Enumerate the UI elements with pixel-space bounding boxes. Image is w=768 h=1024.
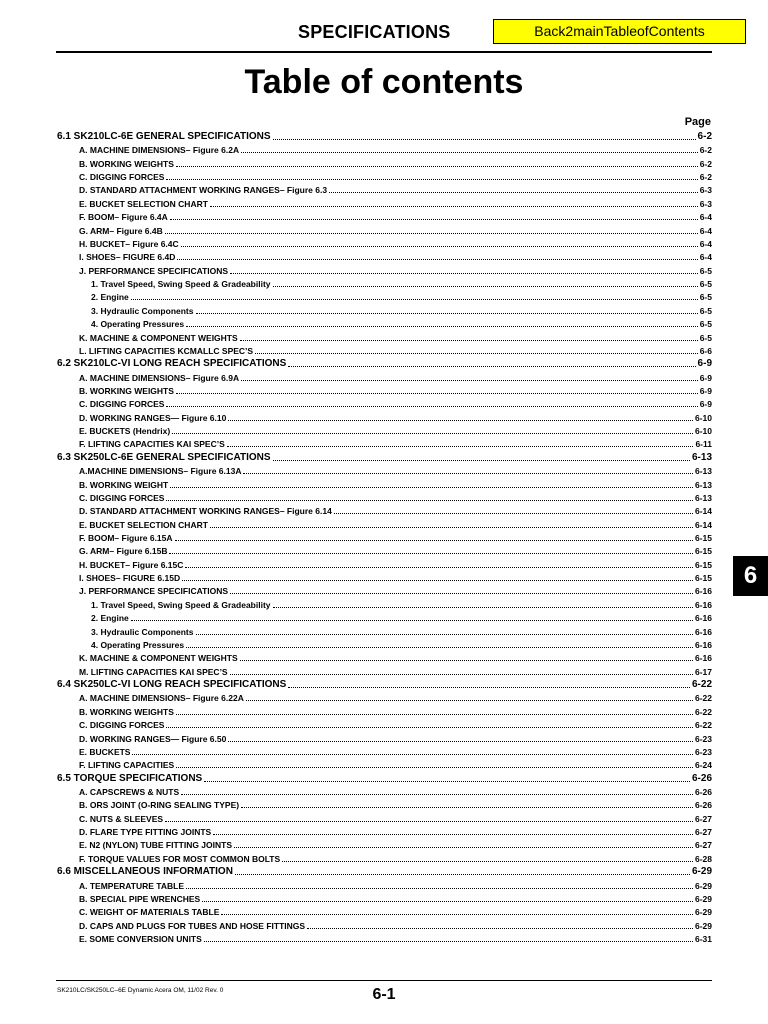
page-title: Table of contents (244, 63, 524, 101)
toc-section-entry[interactable] (57, 773, 712, 784)
toc-entry[interactable] (79, 399, 712, 409)
toc-leader-dots (196, 313, 698, 314)
toc-entry-label: B. WORKING WEIGHTS (79, 158, 174, 169)
toc-entry[interactable] (79, 172, 712, 182)
toc-entry-page: 6-27 (694, 827, 712, 838)
toc-entry[interactable] (91, 600, 712, 610)
toc-leader-dots (176, 714, 693, 715)
toc-entry-page: 6-29 (691, 866, 712, 878)
toc-entry-label: E. SOME CONVERSION UNITS (79, 934, 202, 944)
toc-entry[interactable] (79, 720, 712, 730)
toc-leader-dots (288, 687, 690, 688)
toc-entry[interactable] (79, 747, 712, 757)
toc-entry-page: 6-9 (699, 385, 712, 396)
toc-entry[interactable] (79, 386, 712, 396)
toc-entry-label: F. BOOM– Figure 6.4A (79, 212, 168, 223)
toc-section-entry[interactable] (57, 679, 712, 690)
toc-entry-page: 6-4 (699, 252, 712, 263)
toc-leader-dots (235, 874, 690, 875)
footer-doc-info: SK210LC/SK250LC–6E Dynamic Acera OM, 11/02 Rev. 0 (57, 987, 224, 994)
toc-entry-label: 1. Travel Speed, Swing Speed & Gradeability (91, 599, 271, 610)
toc-leader-dots (166, 179, 697, 180)
toc-entry-label: J. PERFORMANCE SPECIFICATIONS (79, 265, 229, 276)
toc-leader-dots (288, 366, 695, 367)
toc-entry-page: 6-13 (694, 492, 712, 503)
toc-entry-page: 6-29 (694, 907, 712, 918)
toc-leader-dots (172, 433, 693, 434)
toc-leader-dots (170, 219, 698, 220)
toc-entry-page: 6-14 (694, 506, 712, 517)
toc-entry[interactable] (79, 734, 712, 744)
toc-entry-label: H. BUCKET– Figure 6.15C (79, 559, 184, 570)
toc-entry-label: C. DIGGING FORCES (79, 492, 165, 503)
toc-entry[interactable] (79, 185, 712, 195)
toc-entry[interactable] (91, 279, 712, 289)
toc-entry[interactable] (79, 520, 712, 530)
toc-entry-label: I. SHOES– FIGURE 6.15D (79, 573, 181, 584)
toc-section-entry[interactable] (57, 131, 712, 142)
toc-entry-label: 6.6 MISCELLANEOUS INFORMATION (57, 866, 233, 878)
toc-leader-dots (241, 380, 698, 381)
toc-entry[interactable] (79, 787, 712, 797)
toc-leader-dots (204, 941, 693, 942)
toc-leader-dots (282, 861, 693, 862)
toc-entry-page: 6-16 (694, 653, 712, 664)
toc-leader-dots (228, 420, 693, 421)
toc-entry[interactable] (79, 506, 712, 516)
toc-entry-label: C. WEIGHT OF MATERIALS TABLE (79, 907, 220, 918)
toc-entry-label: K. MACHINE & COMPONENT WEIGHTS (79, 332, 238, 343)
toc-entry-page: 6-2 (699, 158, 712, 169)
toc-entry-label: 6.4 SK250LC-VI LONG REACH SPECIFICATIONS (57, 679, 287, 691)
toc-entry-page: 6-23 (694, 746, 712, 757)
toc-entry-page: 6-3 (699, 198, 712, 209)
toc-entry[interactable] (79, 840, 712, 850)
toc-leader-dots (230, 273, 698, 274)
toc-entry-label: 6.3 SK250LC-6E GENERAL SPECIFICATIONS (57, 451, 271, 463)
toc-entry-page: 6-11 (695, 439, 712, 450)
toc-entry[interactable] (79, 707, 712, 717)
toc-entry-page: 6-16 (694, 626, 712, 637)
toc-entry[interactable] (91, 319, 712, 329)
toc-entry-label: 2. Engine (91, 292, 129, 303)
toc-entry[interactable] (79, 199, 712, 209)
toc-leader-dots (186, 888, 693, 889)
toc-leader-dots (166, 727, 693, 728)
toc-leader-dots (241, 152, 698, 153)
toc-entry-label: C. NUTS & SLEEVES (79, 813, 164, 824)
toc-entry[interactable] (79, 586, 712, 596)
toc-entry-label: C. DIGGING FORCES (79, 720, 165, 731)
back-to-main-toc-button[interactable]: Back2mainTableofContents (493, 19, 746, 44)
toc-entry-page: 6-16 (694, 599, 712, 610)
toc-entry-page: 6-15 (694, 559, 712, 570)
toc-leader-dots (196, 634, 693, 635)
toc-entry-label: 6.2 SK210LC-VI LONG REACH SPECIFICATIONS (57, 358, 287, 370)
toc-entry[interactable] (79, 881, 712, 891)
toc-entry-label: G. ARM– Figure 6.15B (79, 546, 168, 557)
toc-entry-label: M. LIFTING CAPACITIES KAI SPEC’S (79, 666, 228, 677)
toc-entry-label: D. WORKING RANGES— Figure 6.10 (79, 412, 227, 423)
toc-entry-page: 6-22 (694, 720, 712, 731)
toc-leader-dots (273, 286, 698, 287)
toc-section-entry[interactable] (57, 358, 712, 369)
toc-entry-label: J. PERFORMANCE SPECIFICATIONS (79, 586, 229, 597)
toc-leader-dots (273, 460, 690, 461)
toc-entry-label: H. BUCKET– Figure 6.4C (79, 238, 179, 249)
toc-leader-dots (176, 393, 698, 394)
toc-entry-label: 2. Engine (91, 613, 129, 624)
toc-leader-dots (169, 553, 693, 554)
toc-entry-page: 6-3 (699, 185, 712, 196)
toc-entry[interactable] (79, 426, 712, 436)
toc-entry[interactable] (79, 413, 712, 423)
toc-entry-page: 6-2 (699, 172, 712, 183)
toc-leader-dots (227, 446, 694, 447)
toc-leader-dots (213, 834, 693, 835)
toc-entry-page: 6-16 (694, 586, 712, 597)
toc-entry[interactable] (79, 854, 712, 864)
toc-entry-label: 4. Operating Pressures (91, 319, 185, 330)
toc-entry[interactable] (91, 640, 712, 650)
toc-entry[interactable] (79, 667, 712, 677)
toc-entry[interactable] (79, 760, 712, 770)
toc-entry-page: 6-22 (694, 693, 712, 704)
toc-entry-label: I. SHOES– FIGURE 6.4D (79, 252, 176, 263)
toc-leader-dots (273, 607, 693, 608)
toc-leader-dots (182, 580, 693, 581)
page-column-label: Page (684, 116, 711, 128)
toc-entry[interactable] (91, 306, 712, 316)
toc-entry[interactable] (79, 159, 712, 169)
footer-divider (56, 980, 712, 981)
toc-entry-page: 6-4 (699, 212, 712, 223)
toc-entry[interactable] (79, 907, 712, 917)
toc-entry[interactable] (91, 627, 712, 637)
toc-leader-dots (230, 593, 693, 594)
toc-entry-label: E. BUCKET SELECTION CHART (79, 519, 208, 530)
toc-entry[interactable] (79, 145, 712, 155)
toc-entry-page: 6-13 (694, 479, 712, 490)
toc-leader-dots (177, 259, 697, 260)
toc-entry-label: E. BUCKET SELECTION CHART (79, 198, 208, 209)
toc-entry-page: 6-5 (699, 279, 712, 290)
toc-entry-label: 4. Operating Pressures (91, 639, 185, 650)
toc-entry[interactable] (79, 373, 712, 383)
toc-leader-dots (202, 901, 693, 902)
toc-entry-label: 6.5 TORQUE SPECIFICATIONS (57, 772, 203, 784)
toc-leader-dots (166, 500, 693, 501)
toc-entry[interactable] (79, 493, 712, 503)
chapter-tab: 6 (733, 556, 768, 596)
toc-entry[interactable] (79, 693, 712, 703)
toc-entry-page: 6-28 (694, 853, 712, 864)
toc-entry-page: 6-5 (699, 292, 712, 303)
toc-entry[interactable] (79, 266, 712, 276)
toc-entry-page: 6-5 (699, 319, 712, 330)
toc-leader-dots (165, 821, 693, 822)
toc-entry-label: A.MACHINE DIMENSIONS– Figure 6.13A (79, 466, 242, 477)
toc-leader-dots (210, 206, 698, 207)
toc-leader-dots (131, 620, 693, 621)
toc-entry[interactable] (79, 546, 712, 556)
toc-leader-dots (181, 246, 698, 247)
toc-entry-page: 6-14 (694, 519, 712, 530)
toc-entry-label: B. ORS JOINT (O-RING SEALING TYPE) (79, 800, 240, 811)
footer-page-number: 6-1 (372, 986, 396, 1003)
toc-entry-label: F. LIFTING CAPACITIES (79, 760, 175, 771)
toc-entry-page: 6-13 (694, 466, 712, 477)
toc-entry-page: 6-26 (694, 786, 712, 797)
toc-leader-dots (255, 353, 698, 354)
toc-entry-label: C. DIGGING FORCES (79, 172, 165, 183)
toc-entry-page: 6-9 (699, 399, 712, 410)
toc-entry-label: 6.1 SK210LC-6E GENERAL SPECIFICATIONS (57, 131, 271, 142)
toc-leader-dots (132, 754, 693, 755)
toc-entry-label: 3. Hydraulic Components (91, 626, 194, 637)
toc-section-entry[interactable] (57, 452, 712, 463)
toc-entry-page: 6-2 (697, 131, 712, 142)
toc-leader-dots (307, 928, 693, 929)
toc-entry-label: A. MACHINE DIMENSIONS– Figure 6.2A (79, 145, 240, 156)
toc-entry[interactable] (79, 653, 712, 663)
toc-entry-label: 3. Hydraulic Components (91, 305, 194, 316)
toc-leader-dots (166, 406, 697, 407)
toc-entry-page: 6-29 (694, 920, 712, 931)
toc-leader-dots (329, 192, 698, 193)
toc-entry-page: 6-4 (699, 225, 712, 236)
toc-leader-dots (185, 567, 693, 568)
toc-entry-label: F. TORQUE VALUES FOR MOST COMMON BOLTS (79, 853, 281, 864)
toc-entry-page: 6-26 (694, 800, 712, 811)
toc-entry-page: 6-22 (691, 679, 712, 691)
toc-entry-label: D. STANDARD ATTACHMENT WORKING RANGES– Figure 6.3 (79, 185, 328, 196)
toc-entry-page: 6-27 (694, 840, 712, 851)
toc-entry[interactable] (79, 239, 712, 249)
toc-leader-dots (273, 139, 696, 140)
toc-leader-dots (204, 781, 690, 782)
toc-entry-page: 6-5 (699, 332, 712, 343)
toc-entry-label: C. DIGGING FORCES (79, 399, 165, 410)
toc-entry-label: D. WORKING RANGES— Figure 6.50 (79, 733, 227, 744)
toc-leader-dots (240, 340, 698, 341)
toc-leader-dots (241, 807, 693, 808)
toc-entry[interactable] (79, 466, 712, 476)
toc-entry[interactable] (79, 533, 712, 543)
toc-entry-page: 6-6 (699, 345, 712, 356)
toc-entry-page: 6-13 (691, 451, 712, 463)
toc-entry[interactable] (91, 292, 712, 302)
toc-leader-dots (230, 674, 693, 675)
toc-leader-dots (246, 700, 693, 701)
toc-leader-dots (334, 513, 693, 514)
toc-entry[interactable] (79, 226, 712, 236)
toc-leader-dots (186, 326, 698, 327)
toc-entry-page: 6-10 (694, 426, 712, 437)
toc-entry-label: B. WORKING WEIGHTS (79, 706, 174, 717)
toc-entry[interactable] (79, 439, 712, 449)
toc-entry-page: 6-31 (694, 934, 712, 944)
toc-entry-label: B. SPECIAL PIPE WRENCHES (79, 893, 201, 904)
toc-entry-page: 6-4 (699, 238, 712, 249)
toc-section-entry[interactable] (57, 866, 712, 877)
toc-entry-page: 6-10 (694, 412, 712, 423)
toc-entry-label: A. MACHINE DIMENSIONS– Figure 6.22A (79, 693, 244, 704)
toc-entry[interactable] (79, 573, 712, 583)
toc-entry-page: 6-15 (694, 573, 712, 584)
toc-entry-page: 6-17 (694, 666, 712, 677)
toc-entry-label: E. N2 (NYLON) TUBE FITTING JOINTS (79, 840, 233, 851)
toc-entry-page: 6-15 (694, 533, 712, 543)
toc-entry-page: 6-9 (699, 372, 712, 383)
toc-leader-dots (234, 847, 693, 848)
toc-entry[interactable] (79, 934, 712, 944)
header-title: SPECIFICATIONS (298, 22, 451, 42)
toc-leader-dots (170, 487, 693, 488)
toc-entry[interactable] (79, 921, 712, 931)
toc-entry[interactable] (79, 560, 712, 570)
toc-entry-label: B. WORKING WEIGHTS (79, 385, 174, 396)
toc-entry-page: 6-2 (699, 145, 712, 156)
toc-entry-label: A. CAPSCREWS & NUTS (79, 786, 180, 797)
toc-entry-page: 6-5 (699, 265, 712, 276)
toc-entry-page: 6-15 (694, 546, 712, 557)
toc-leader-dots (243, 473, 693, 474)
toc-entry[interactable] (79, 827, 712, 837)
toc-leader-dots (210, 527, 693, 528)
toc-entry-label: A. TEMPERATURE TABLE (79, 880, 184, 891)
toc-leader-dots (240, 660, 693, 661)
toc-entry-label: D. STANDARD ATTACHMENT WORKING RANGES– Figure 6.14 (79, 506, 332, 517)
toc-leader-dots (221, 914, 693, 915)
toc-entry-label: D. FLARE TYPE FITTING JOINTS (79, 827, 212, 838)
toc-entry[interactable] (79, 346, 712, 356)
toc-leader-dots (228, 741, 693, 742)
toc-entry[interactable] (79, 252, 712, 262)
toc-leader-dots (181, 794, 693, 795)
toc-entry-page: 6-24 (694, 760, 712, 771)
toc-entry-page: 6-29 (694, 893, 712, 904)
toc-entry-label: F. LIFTING CAPACITIES KAI SPEC’S (79, 439, 225, 450)
toc-entry-page: 6-9 (697, 358, 712, 370)
toc-entry-label: B. WORKING WEIGHT (79, 479, 169, 490)
toc-entry-label: E. BUCKETS (79, 746, 131, 757)
toc-entry-page: 6-22 (694, 706, 712, 717)
toc-entry[interactable] (79, 480, 712, 490)
toc-leader-dots (176, 767, 693, 768)
toc-entry[interactable] (79, 814, 712, 824)
toc-entry-page: 6-26 (691, 772, 712, 784)
toc-entry-label: G. ARM– Figure 6.4B (79, 225, 163, 236)
toc-entry-label: K. MACHINE & COMPONENT WEIGHTS (79, 653, 238, 664)
toc-entry[interactable] (79, 800, 712, 810)
toc-leader-dots (165, 233, 698, 234)
toc-entry-label: 1. Travel Speed, Swing Speed & Gradeability (91, 279, 271, 290)
toc-entry-page: 6-29 (694, 880, 712, 891)
toc-entry[interactable] (79, 333, 712, 343)
toc-entry-label: L. LIFTING CAPACITIES KCMALLC SPEC’S (79, 345, 254, 356)
toc-entry-label: D. CAPS AND PLUGS FOR TUBES AND HOSE FITTINGS (79, 920, 306, 931)
toc-entry-page: 6-16 (694, 639, 712, 650)
toc-leader-dots (131, 299, 698, 300)
toc-leader-dots (176, 166, 698, 167)
toc-entry-label: F. BOOM– Figure 6.15A (79, 533, 173, 543)
toc-leader-dots (186, 647, 693, 648)
toc-entry-page: 6-27 (694, 813, 712, 824)
toc-entry-page: 6-23 (694, 733, 712, 744)
toc-entry-page: 6-16 (694, 613, 712, 624)
toc-entry-label: E. BUCKETS (Hendrix) (79, 426, 171, 437)
toc-entry[interactable] (79, 212, 712, 222)
toc-leader-dots (175, 540, 693, 541)
toc-entry[interactable] (79, 894, 712, 904)
toc-entry-page: 6-5 (699, 305, 712, 316)
toc-entry[interactable] (91, 613, 712, 623)
toc-entry-label: A. MACHINE DIMENSIONS– Figure 6.9A (79, 372, 240, 383)
